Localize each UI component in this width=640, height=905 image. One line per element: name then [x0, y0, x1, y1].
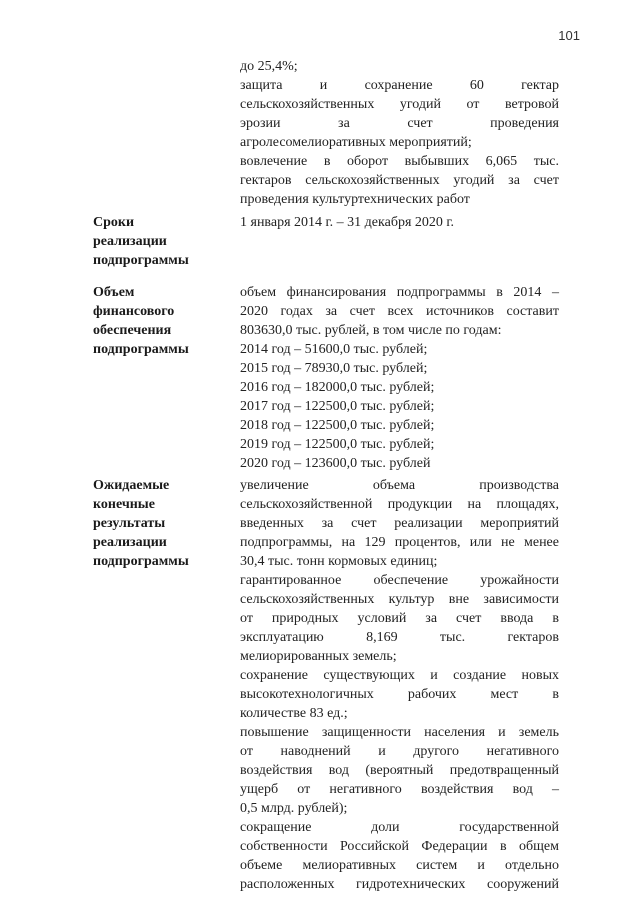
label-line: Объем — [93, 285, 135, 300]
text-line: 2017 год – 122500,0 тыс. рублей; — [240, 399, 435, 414]
text-line: сельскохозяйственных угодий от ветровой — [240, 97, 559, 112]
text-line: агролесомелиоративных мероприятий; — [240, 135, 472, 150]
text-line: повышение защищенности населения и земель — [240, 725, 559, 740]
text-line: 30,4 тыс. тонн кормовых единиц; — [240, 554, 438, 569]
text-line: воздействия вод (вероятный предотвращенный — [240, 763, 559, 778]
text-line: гектаров сельскохозяйственных угодий за счет — [240, 173, 559, 188]
text-line: от природных условий за счет ввода в — [240, 611, 559, 626]
label-line: реализации — [93, 234, 167, 249]
text-line: 2016 год – 182000,0 тыс. рублей; — [240, 380, 435, 395]
text-line: расположенных гидротехнических сооружений — [240, 877, 559, 892]
text-line: 2019 год – 122500,0 тыс. рублей; — [240, 437, 435, 452]
text-line: защита и сохранение 60 гектар — [240, 78, 559, 93]
text-line: сокращение доли государственной — [240, 820, 559, 835]
text-line: 2014 год – 51600,0 тыс. рублей; — [240, 342, 428, 357]
label-line: подпрограммы — [93, 342, 189, 357]
text-line: количестве 83 ед.; — [240, 706, 348, 721]
label-terms — [93, 213, 233, 270]
text-line: подпрограммы, на 129 процентов, или не менее — [240, 535, 559, 550]
text-line: сельскохозяйственных культур вне зависимости — [240, 592, 559, 607]
text-line: 2015 год – 78930,0 тыс. рублей; — [240, 361, 428, 376]
text-line: от наводнений и другого негативного — [240, 744, 559, 759]
text-line: эрозии за счет проведения — [240, 116, 559, 131]
text-line: 1 января 2014 г. – 31 декабря 2020 г. — [240, 215, 455, 230]
label-line: Сроки — [93, 215, 135, 230]
text-line: введенных за счет реализации мероприятий — [240, 516, 559, 531]
label-line: конечные — [93, 497, 155, 512]
content-terms — [240, 213, 559, 232]
text-line: высокотехнологичных рабочих мест в — [240, 687, 559, 702]
text-line: собственности Российской Федерации в общем — [240, 839, 559, 854]
text-line: проведения культуртехнических работ — [240, 192, 470, 207]
text-line: мелиорированных земель; — [240, 649, 397, 664]
label-line: финансового — [93, 304, 175, 319]
content-funding — [240, 283, 559, 473]
text-line: увеличение объема производства — [240, 478, 559, 493]
page-number: 101 — [558, 28, 580, 43]
content-results — [240, 476, 559, 894]
label-line: обеспечения — [93, 323, 172, 338]
text-line: ущерб от негативного воздействия вод – — [240, 782, 559, 797]
text-line: вовлечение в оборот выбывших 6,065 тыс. — [240, 154, 559, 169]
text-line: 2020 годах за счет всех источников составит — [240, 304, 559, 319]
label-funding — [93, 283, 233, 359]
text-line: 2020 год – 123600,0 тыс. рублей — [240, 456, 431, 471]
label-results — [93, 476, 233, 571]
text-line: сельскохозяйственной продукции на площадях, — [240, 497, 559, 512]
intro-continuation — [240, 57, 559, 209]
text-line: объеме мелиоративных систем и отдельно — [240, 858, 559, 873]
text-line: до 25,4%; — [240, 59, 298, 74]
label-line: подпрограммы — [93, 554, 189, 569]
text-line: 803630,0 тыс. рублей, в том числе по годам: — [240, 323, 502, 338]
text-line: 2018 год – 122500,0 тыс. рублей; — [240, 418, 435, 433]
label-line: подпрограммы — [93, 253, 189, 268]
label-line: результаты — [93, 516, 166, 531]
text-line: сохранение существующих и создание новых — [240, 668, 559, 683]
text-line: эксплуатацию 8,169 тыс. гектаров — [240, 630, 559, 645]
label-line: Ожидаемые — [93, 478, 170, 493]
label-line: реализации — [93, 535, 167, 550]
text-line: объем финансирования подпрограммы в 2014 – — [240, 285, 559, 300]
text-line: гарантированное обеспечение урожайности — [240, 573, 559, 588]
text-line: 0,5 млрд. рублей); — [240, 801, 348, 816]
